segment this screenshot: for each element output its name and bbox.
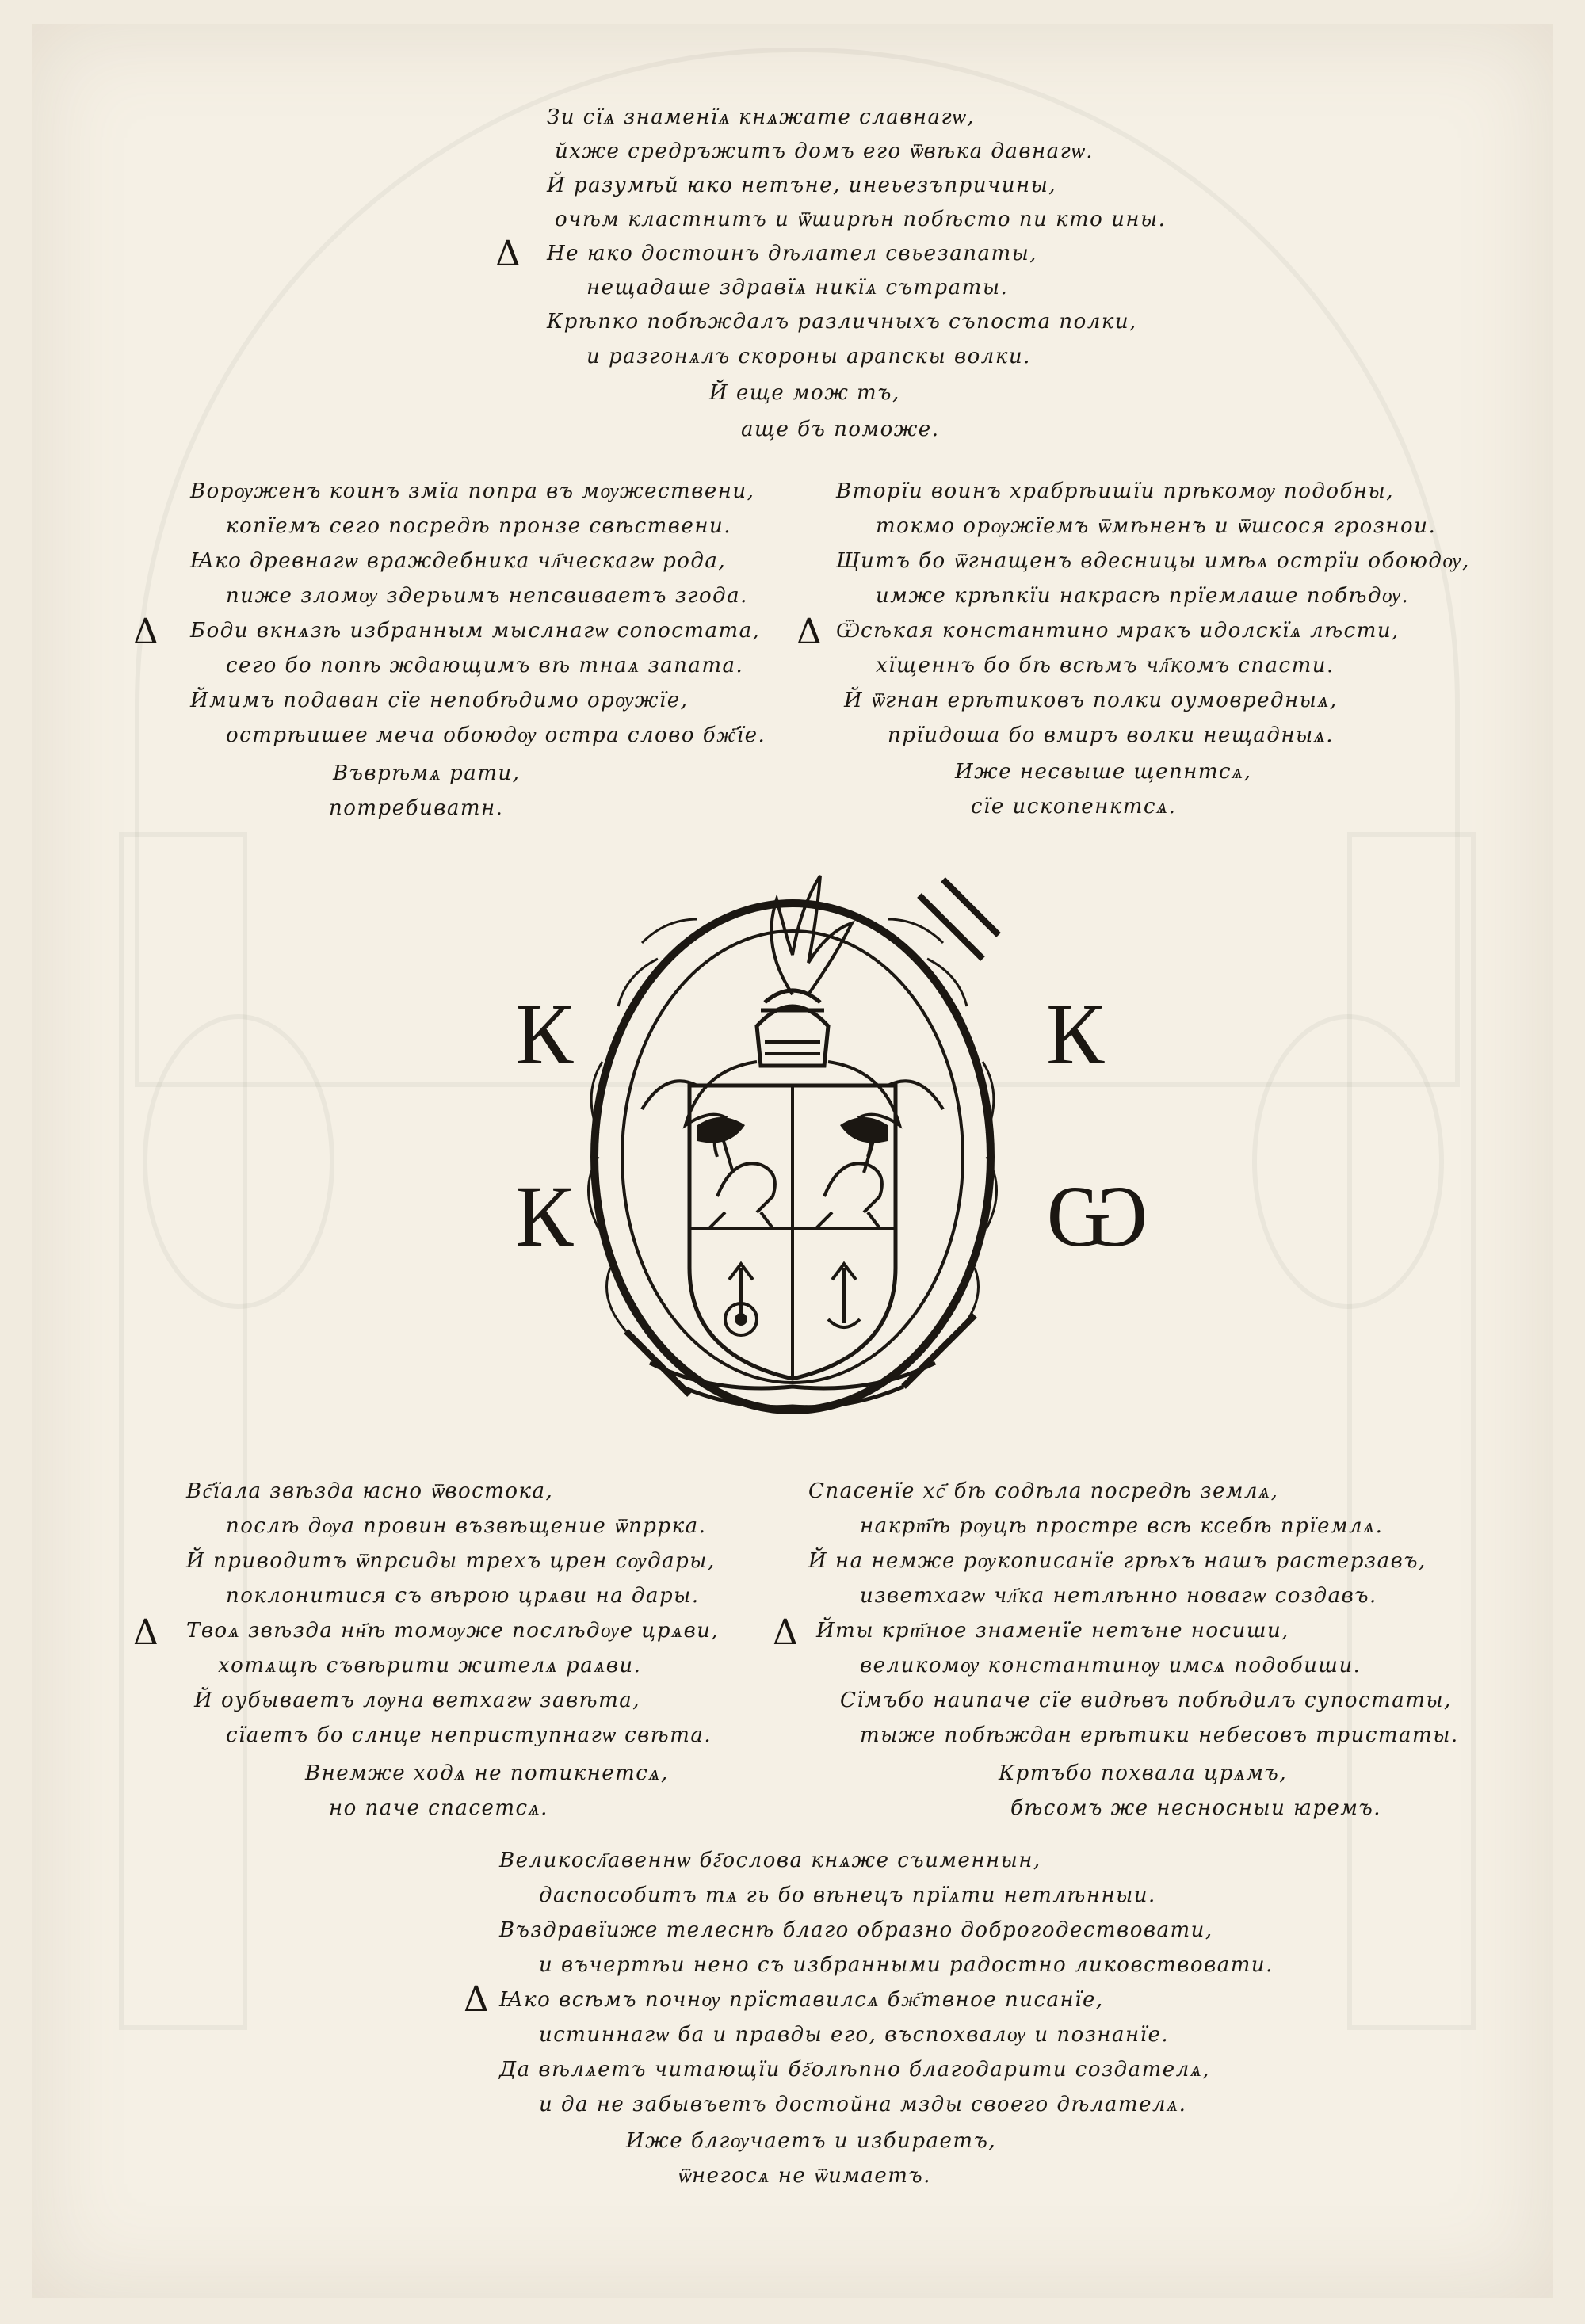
verse-line: имже крѣпкїи накрасѣ прїемлаше побѣдѹ. xyxy=(876,584,1410,608)
verse-line: поклонитися съ вѣрою црѧви на дары. xyxy=(226,1584,700,1608)
verse-line: Не ꙗко достоинъ дѣлател свьезапаты, xyxy=(547,242,1038,265)
verse-line: истиннагѡ ба и правды его, въспохвалѹ и познанїе. xyxy=(539,2023,1170,2047)
verse-line: потребиватн. xyxy=(329,796,504,820)
monogram-letter-bottom-right: Ѡ xyxy=(1046,1168,1148,1265)
verse-line: Йты крт҃ное знаменїе нетъне носиши, xyxy=(816,1619,1289,1643)
show-through-medallion-left xyxy=(143,1014,334,1309)
verse-line: аще бъ поможе. xyxy=(741,418,940,441)
verse-line: Ꙗко всѣмъ почнѹ прїставилсѧ бж҃твное писанїе, xyxy=(499,1988,1104,2012)
verse-line: Крѣпко побѣждалъ различныхъ съпоста полки, xyxy=(547,310,1137,334)
verse-line: сїе ископенктсѧ. xyxy=(971,795,1177,819)
verse-line: очѣм кластнитъ и ѿширѣн побѣсто пи кто ины. xyxy=(555,208,1167,231)
verse-line: Великосл҃авеннѡ бг҃ослова кнѧже съименнын, xyxy=(499,1849,1041,1872)
verse-line: копїемъ сего посредѣ пронзе свѣствени. xyxy=(226,514,731,538)
verse-line: Да вѣлѧетъ читающїи бг҃олѣпно благодарити создателѧ, xyxy=(499,2058,1211,2082)
verse-mark: Δ xyxy=(133,1612,158,1653)
verse-line: и разгонѧлъ скороны арапскы волки. xyxy=(586,345,1031,368)
verse-line: Й на немже рѹкописанїе грѣхъ нашъ растерзавъ, xyxy=(808,1549,1426,1573)
verse-line: Въврѣмѧ рати, xyxy=(333,761,521,785)
verse-line: Спасенїе хс҃ бѣ содѣла посредѣ землѧ, xyxy=(808,1479,1279,1503)
verse-mark: Δ xyxy=(773,1612,798,1653)
verse-line: изветхагѡ чл҃ка нетлѣнно новагѡ создавъ. xyxy=(860,1584,1377,1608)
coat-of-arms-crest xyxy=(571,824,1014,1426)
verse-line: Зи сїѧ знаменїѧ кнѧжате славнагѡ, xyxy=(547,105,975,129)
verse-line: Й ѿгнан ерѣтиковъ полки оумовредныѧ, xyxy=(844,689,1338,712)
monogram-letter-top-right: К xyxy=(1046,986,1105,1082)
verse-line: сїаетъ бо слнце неприступнагѡ свѣта. xyxy=(226,1723,712,1747)
verse-line: Внемже ходѧ не потикнетсѧ, xyxy=(305,1761,669,1785)
verse-line: Иже блгѹчаетъ и избираетъ, xyxy=(626,2129,997,2153)
verse-line: Й оубываетъ лѹна ветхагѡ завѣта, xyxy=(194,1689,640,1712)
verse-line: Й разумѣй ꙗко нетъне, инеьезъпричины, xyxy=(547,174,1057,197)
verse-mark: Δ xyxy=(796,612,822,652)
verse-line: Ворѹженъ коинъ змїа попра въ мѹжествени, xyxy=(190,479,755,503)
verse-line: йхже средръжитъ домъ его ѿвѣка давнагѡ. xyxy=(555,139,1094,163)
verse-line: хотѧщѣ съвѣрити жителѧ раѧви. xyxy=(218,1654,642,1677)
verse-line: острѣишее меча обоюдѹ остра слово бж҃їе. xyxy=(226,723,766,747)
verse-line: бѣсомъ же несносныи ꙗремъ. xyxy=(1010,1796,1382,1820)
monogram-letter-top-left: К xyxy=(515,986,574,1082)
verse-line: Щитъ бо ѿгнащенъ вдесницы имѣѧ острїи обоюдѹ, xyxy=(836,549,1470,573)
verse-line: пиже зломѹ здерьимъ непсвиваетъ згода. xyxy=(226,584,748,608)
verse-line: хїщеннъ бо бѣ всѣмъ чл҃комъ спасти. xyxy=(876,654,1335,677)
verse-line: послѣ дѹа провин възвѣщение ѿпррка. xyxy=(226,1514,707,1538)
verse-line: Ꙗко древнагѡ враждебника чл҃ческагѡ рода, xyxy=(190,549,727,573)
verse-line: Й еще мож тъ, xyxy=(709,381,900,405)
verse-line: но паче спасетсѧ. xyxy=(329,1796,548,1820)
verse-line: и да не забывъетъ достойна мзды своего дѣлателѧ. xyxy=(539,2093,1187,2116)
verse-line: Твоѧ звѣзда нн҃ѣ томѹже послѣдѹе црѧви, xyxy=(186,1619,720,1643)
verse-line: нещадаше здравїѧ никїѧ сътраты. xyxy=(586,276,1009,300)
verse-line: Ѿсѣкая константино мракъ идолскїѧ лѣсти, xyxy=(836,619,1400,643)
verse-line: тыже побѣждан ерѣтики небесовъ тристаты. xyxy=(860,1723,1459,1747)
verse-line: Й приводитъ ѿпрсиды трехъ црен сѹдары, xyxy=(186,1549,716,1573)
verse-mark: Δ xyxy=(133,612,158,652)
verse-line: токмо орѹжїемъ ѿмѣненъ и ѿшсося грознои. xyxy=(876,514,1437,538)
verse-line: Иже несвыше щепнтсѧ, xyxy=(955,760,1252,784)
verse-line: Боди вкнѧзѣ избранным мыслнагѡ сопостата, xyxy=(190,619,761,643)
verse-line: Кртъбо похвала црѧмъ, xyxy=(999,1761,1288,1785)
verse-mark: Δ xyxy=(464,1979,489,2020)
verse-mark: Δ xyxy=(495,234,521,274)
show-through-column-left xyxy=(119,832,247,2030)
verse-line: Ймимъ подаван сїе непобѣдимо орѹжїе, xyxy=(190,689,689,712)
verse-line: и въчертѣи нено съ избранными радостно ликовствовати. xyxy=(539,1953,1274,1977)
monogram-letter-bottom-left: К xyxy=(515,1168,574,1265)
verse-line: даспособитъ тѧ гь бо вѣнецъ прїѧти нетлѣнныи. xyxy=(539,1883,1156,1907)
show-through-column-right xyxy=(1347,832,1476,2030)
verse-line: ѿнегосѧ не ѿимаетъ. xyxy=(678,2164,932,2188)
show-through-medallion-right xyxy=(1252,1014,1444,1309)
verse-line: накрт҃ѣ рѹцѣ простре всѣ ксебѣ прїемлѧ. xyxy=(860,1514,1384,1538)
verse-line: прїидоша бо вмиръ волки нещадныѧ. xyxy=(888,723,1334,747)
verse-line: Вторїи воинъ храбрѣишїи прѣкомѹ подобны, xyxy=(836,479,1394,503)
verse-line: Въздравїиже телеснѣ благо образно доброгодествовати, xyxy=(499,1918,1213,1942)
verse-line: Вс҃їала звѣзда ꙗсно ѿвостока, xyxy=(186,1479,554,1503)
verse-line: великомѹ константинѹ имсѧ подобиши. xyxy=(860,1654,1362,1677)
verse-line: Сїмъбо наипаче сїе видѣвъ побѣдилъ супостаты, xyxy=(840,1689,1452,1712)
verse-line: сего бо попѣ ждающимъ вѣ тнаѧ запата. xyxy=(226,654,744,677)
